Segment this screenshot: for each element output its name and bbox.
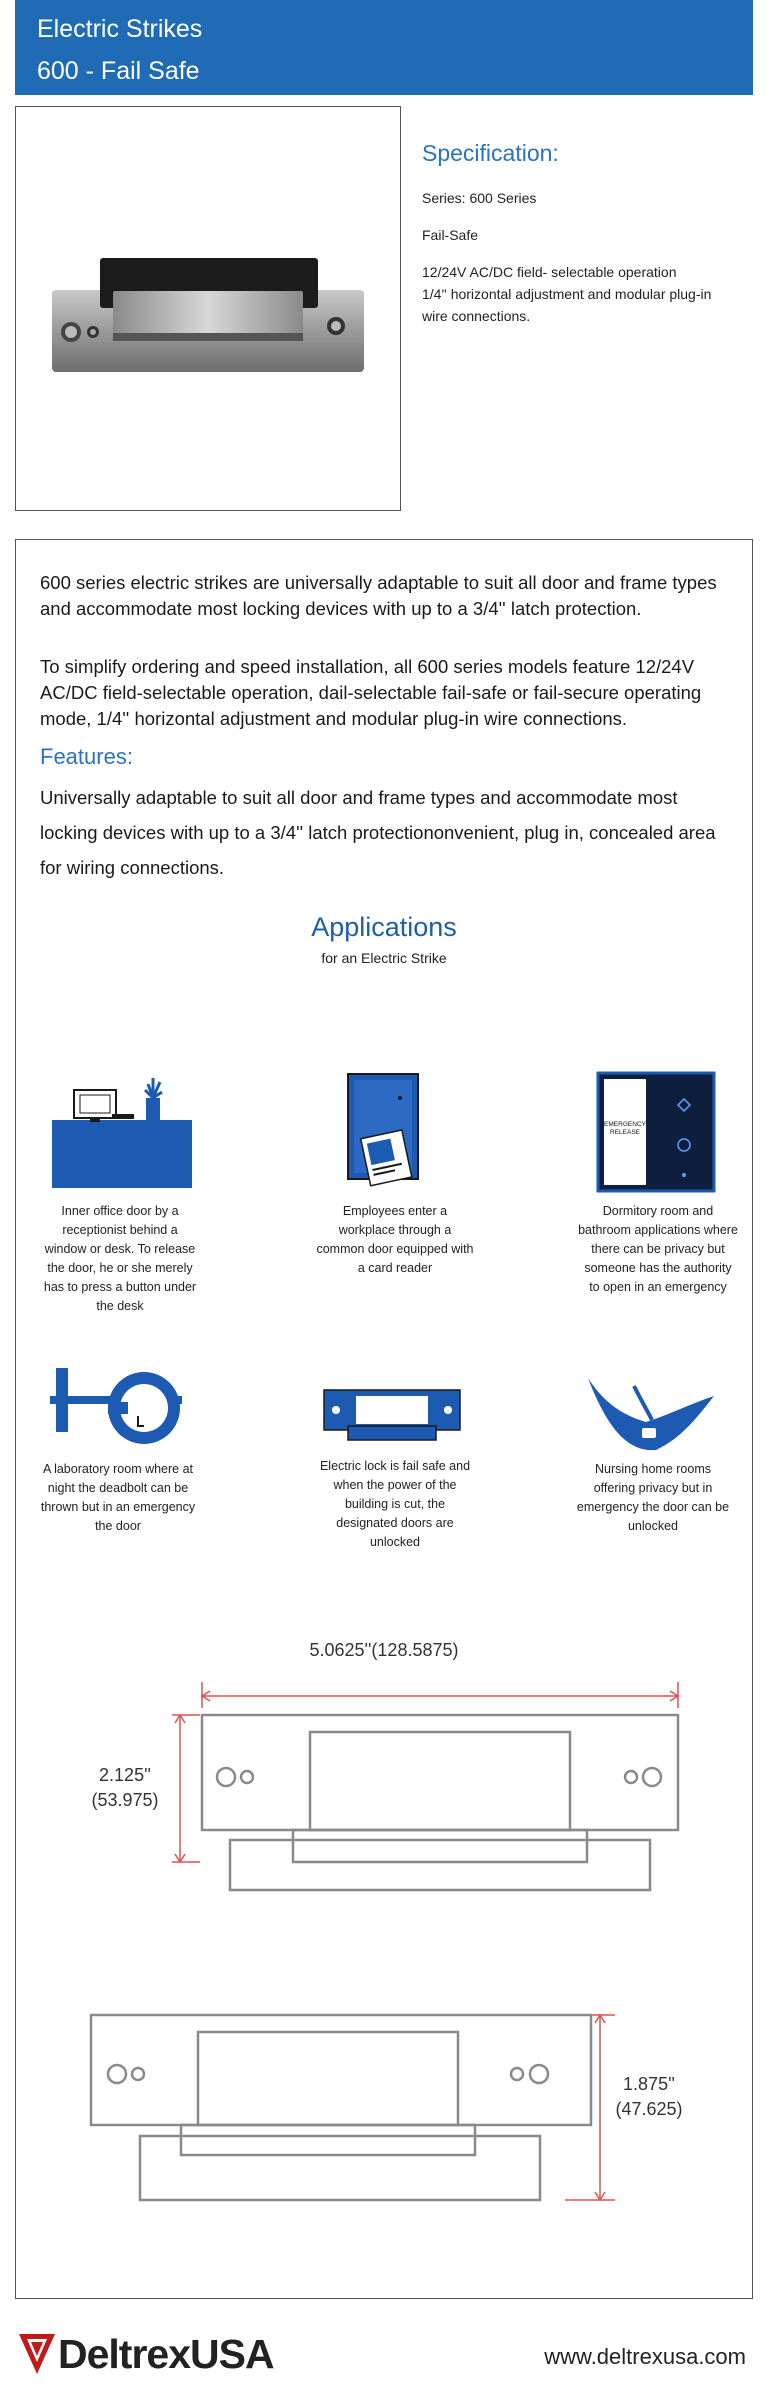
nursing-home-icon bbox=[586, 1376, 716, 1456]
header-subtitle: 600 - Fail Safe bbox=[37, 57, 200, 85]
brand-logo-text: DeltrexUSA bbox=[58, 2331, 274, 2377]
spec-line: 12/24V AC/DC field- selectable operation bbox=[422, 264, 677, 280]
emergency-label: RELEASE bbox=[610, 1129, 640, 1136]
website-link[interactable]: www.deltrexusa.com bbox=[544, 2344, 746, 2369]
emergency-label: EMERGENCY bbox=[604, 1121, 646, 1128]
application-caption: Inner office door by a receptionist behind a window or desk. To release the door, he or she merely has to press a button under the desk bbox=[43, 1204, 197, 1313]
intro-paragraph: To simplify ordering and speed installation, all 600 series models feature 12/24V AC/DC field-selectable operation, dail-selectable fail-safe or fail-secure operating mode, 1/4'' horizontal adjustment and modular plug-in wire connections. bbox=[40, 656, 702, 729]
specification-section bbox=[422, 140, 752, 327]
page-header bbox=[15, 0, 753, 95]
dimension-drawing-bottom bbox=[85, 2008, 625, 2228]
spec-mode: Fail-Safe bbox=[422, 227, 479, 243]
emergency-release-icon bbox=[596, 1071, 716, 1193]
dimension-drawing-top bbox=[160, 1660, 680, 1910]
application-caption: Employees enter a workplace through a common door equipped with a card reader bbox=[316, 1204, 474, 1275]
deltrex-logo-icon bbox=[15, 2328, 63, 2380]
product-photo-frame bbox=[15, 106, 401, 511]
header-title: Electric Strikes bbox=[37, 15, 203, 43]
dimension-width: 5.0625''(128.5875) bbox=[309, 1640, 459, 1660]
intro-paragraph: 600 series electric strikes are universally adaptable to suit all door and frame types and accommodate most locking devices with up to a 3/4'' latch protection. bbox=[40, 572, 717, 619]
dimension-height-mm: (47.625) bbox=[615, 2099, 683, 2119]
electric-strike-icon bbox=[322, 1388, 462, 1446]
application-caption: Dormitory room and bathroom applications where there can be privacy but someone has the authority to open in an emergency bbox=[578, 1204, 738, 1294]
spec-series: Series: 600 Series bbox=[422, 190, 537, 206]
applications-subtitle: for an Electric Strike bbox=[321, 950, 447, 966]
dimension-height-mm: (53.975) bbox=[91, 1790, 159, 1810]
office-desk-icon bbox=[50, 1070, 195, 1190]
dimension-height-inches: 2.125'' bbox=[99, 1765, 151, 1785]
application-caption: Nursing home rooms offering privacy but in emergency the door can be unlocked bbox=[576, 1462, 730, 1533]
application-caption: Electric lock is fail safe and when the power of the building is cut, the designated doors are unlocked bbox=[319, 1459, 471, 1549]
features-text: Universally adaptable to suit all door and frame types and accommodate most locking devices with up to a 3/4'' latch protectiononvenient, plug in, concealed area for wiring connections. bbox=[40, 787, 716, 878]
features-title: Features: bbox=[40, 744, 133, 769]
dimension-height-inches: 1.875'' bbox=[623, 2074, 675, 2094]
applications-title: Applications bbox=[311, 912, 457, 942]
product-photo bbox=[16, 107, 399, 509]
specification-title: Specification: bbox=[422, 140, 559, 166]
spec-line: 1/4'' horizontal adjustment and modular plug-in bbox=[422, 286, 712, 302]
card-reader-door-icon bbox=[340, 1072, 425, 1192]
application-caption: A laboratory room where at night the deadbolt can be thrown but in an emergency the door bbox=[40, 1462, 196, 1533]
deadbolt-icon bbox=[48, 1366, 188, 1458]
spec-line: wire connections. bbox=[422, 308, 531, 324]
